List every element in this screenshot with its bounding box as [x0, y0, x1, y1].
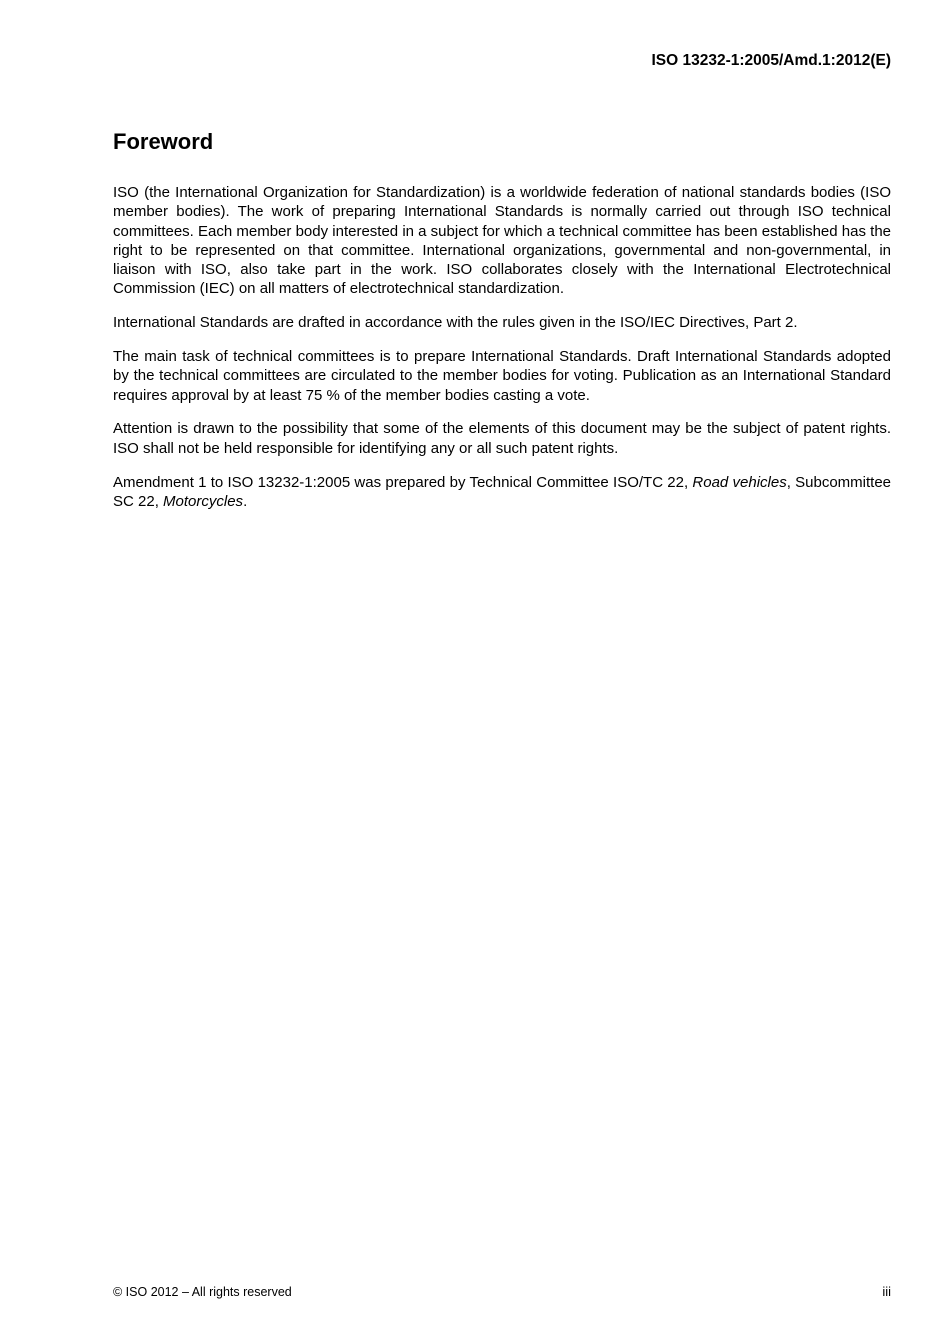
- paragraph-amendment: [113, 473, 891, 512]
- paragraph-committee-task: The main task of technical committees is to prepare International Standards. Draft International Standards adopted by the technical committees are circulated to the member bodies for voting. Publication as an International Standard requires approval by at least 75 % of the member bodies casting a vote.: [113, 348, 891, 404]
- page-number: iii: [882, 1284, 891, 1299]
- amendment-text-1: Amendment 1 to ISO 13232-1:2005 was prepared by Technical Committee ISO/TC 22,: [113, 473, 693, 491]
- foreword-body: [113, 183, 891, 526]
- paragraph-patent-rights: Attention is drawn to the possibility that some of the elements of this document may be the subject of patent rights. ISO shall not be held responsible for identifying any or all such patent rights.: [113, 420, 891, 457]
- committee-name: Road vehicles: [692, 473, 787, 491]
- amendment-text-3: .: [243, 492, 248, 510]
- subcommittee-name: Motorcycles: [163, 492, 244, 510]
- paragraph-directives: International Standards are drafted in accordance with the rules given in the ISO/IEC Directives, Part 2.: [113, 314, 798, 332]
- amendment-text-2: , Subcommittee SC 22,: [113, 473, 891, 510]
- paragraph-iso-intro: ISO (the International Organization for Standardization) is a worldwide federation of national standards bodies (ISO member bodies). The work of preparing International Standards is normally carried out through ISO technical committees. Each member body interested in a subject for which a technical committee has been established has the right to be represented on that committee. International organizations, governmental and non-governmental, in liaison with ISO, also take part in the work. ISO collaborates closely with the International Electrotechnical Commission (IEC) on all matters of electrotechnical standardization.: [113, 184, 891, 298]
- page-title: Foreword: [113, 129, 214, 154]
- document-id: ISO 13232-1:2005/Amd.1:2012(E): [651, 52, 891, 69]
- copyright-notice: © ISO 2012 – All rights reserved: [113, 1285, 292, 1299]
